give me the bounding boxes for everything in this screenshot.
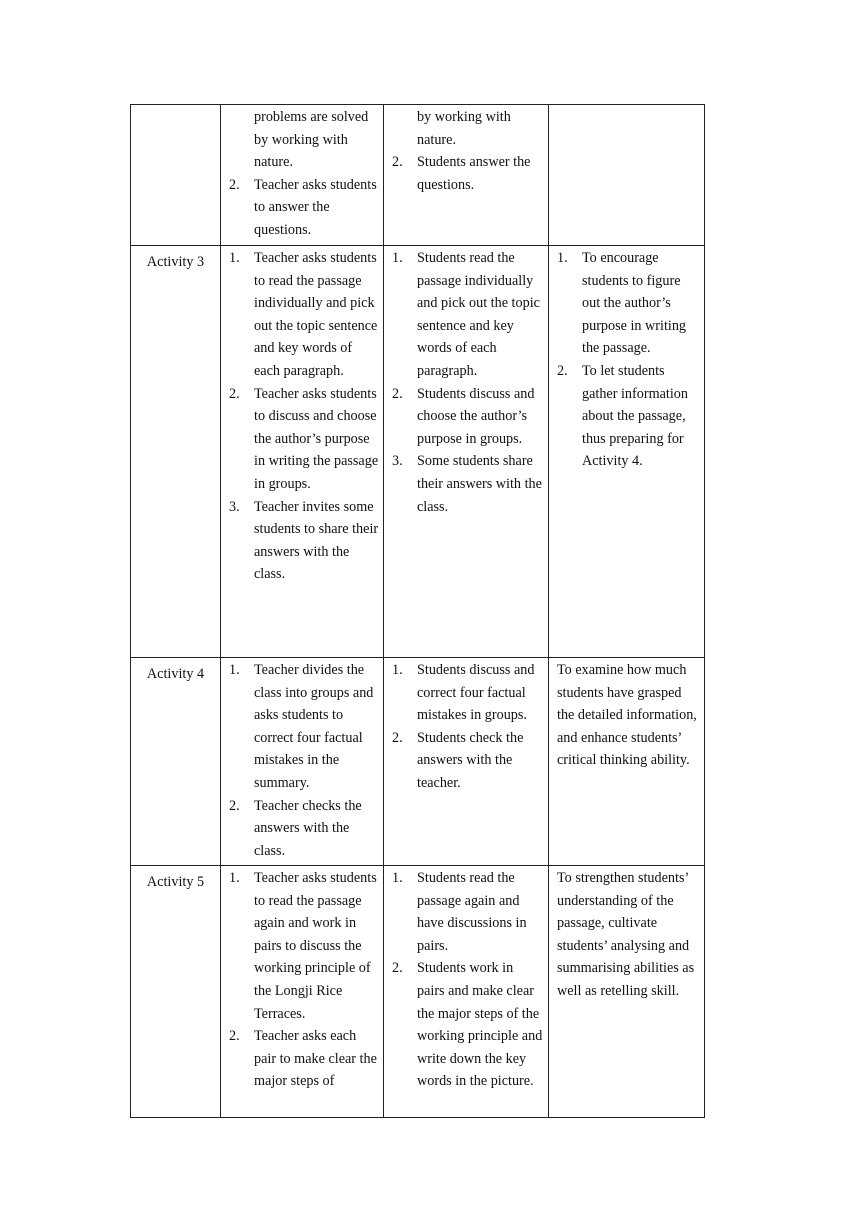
teacher-activities-cell xyxy=(221,246,384,658)
purpose-cell xyxy=(549,866,705,1118)
activity-name-cell: Activity 5 xyxy=(131,866,221,1118)
list-item: 1. To encourage students to figure out the author’s purpose in writing the passage. xyxy=(557,250,687,357)
list-item: 2. Students discuss and choose the author’s purpose in groups. xyxy=(392,385,535,447)
list-item: 2. Teacher asks each pair to make clear the major steps of xyxy=(229,1028,377,1090)
table-row xyxy=(131,246,705,658)
list-item: 3. Teacher invites some students to share their answers with the class. xyxy=(229,498,379,583)
purpose-cell xyxy=(549,105,705,246)
list-item: 2. Students work in pairs and make clear the major steps of the working principle and write down the key words in the picture. xyxy=(392,960,543,1090)
list-item: 1. Students read the passage individually and pick out the topic sentence and key words of each paragraph. xyxy=(392,250,540,379)
purpose-cell xyxy=(549,658,705,866)
table-row xyxy=(131,105,705,246)
activity-name-cell xyxy=(131,105,221,246)
list-item: 2. Students answer the questions. xyxy=(392,154,531,193)
list-item: problems are solved by working with nature. xyxy=(254,109,369,171)
list-item: 1. Teacher asks students to read the passage again and work in pairs to discuss the working principle of the Longji Rice Terraces. xyxy=(229,870,377,1022)
list-item: 2. Students check the answers with the teacher. xyxy=(392,729,524,791)
student-activities-cell xyxy=(384,866,549,1118)
list-item: by working with nature. xyxy=(417,109,511,148)
student-activities-cell xyxy=(384,658,549,866)
activity-name-cell: Activity 3 xyxy=(131,246,221,658)
purpose-cell xyxy=(549,246,705,658)
purpose-text: To examine how much students have grasped the detailed information, and enhance students’ critical thinking ability. xyxy=(557,662,697,769)
student-activities-cell xyxy=(384,105,549,246)
list-item: 2. Teacher asks students to discuss and choose the author’s purpose in writing the passage in groups. xyxy=(229,385,379,492)
list-item: 2. Teacher asks students to answer the questions. xyxy=(229,176,377,238)
list-item: 3. Some students share their answers with the class. xyxy=(392,453,542,515)
list-item: 2. Teacher checks the answers with the class. xyxy=(229,797,362,859)
table-row xyxy=(131,658,705,866)
teacher-activities-cell xyxy=(221,105,384,246)
list-item: 2. To let students gather information about the passage, thus preparing for Activity 4. xyxy=(557,362,688,470)
student-activities-cell xyxy=(384,246,549,658)
teacher-activities-cell xyxy=(221,658,384,866)
list-item: 1. Students discuss and correct four factual mistakes in groups. xyxy=(392,662,535,724)
list-item: 1. Teacher divides the class into groups and asks students to correct four factual mistakes in the summary. xyxy=(229,662,374,791)
purpose-text: To strengthen students’ understanding of the passage, cultivate students’ analysing and summarising abilities as well as retelling skill. xyxy=(557,870,695,999)
activity-name-cell: Activity 4 xyxy=(131,658,221,866)
teacher-activities-cell xyxy=(221,866,384,1118)
list-item: 1. Students read the passage again and have discussions in pairs. xyxy=(392,870,527,954)
lesson-plan-table xyxy=(130,104,705,1118)
table-row xyxy=(131,866,705,1118)
list-item: 1. Teacher asks students to read the passage individually and pick out the topic sentence and key words of each paragraph. xyxy=(229,250,378,379)
